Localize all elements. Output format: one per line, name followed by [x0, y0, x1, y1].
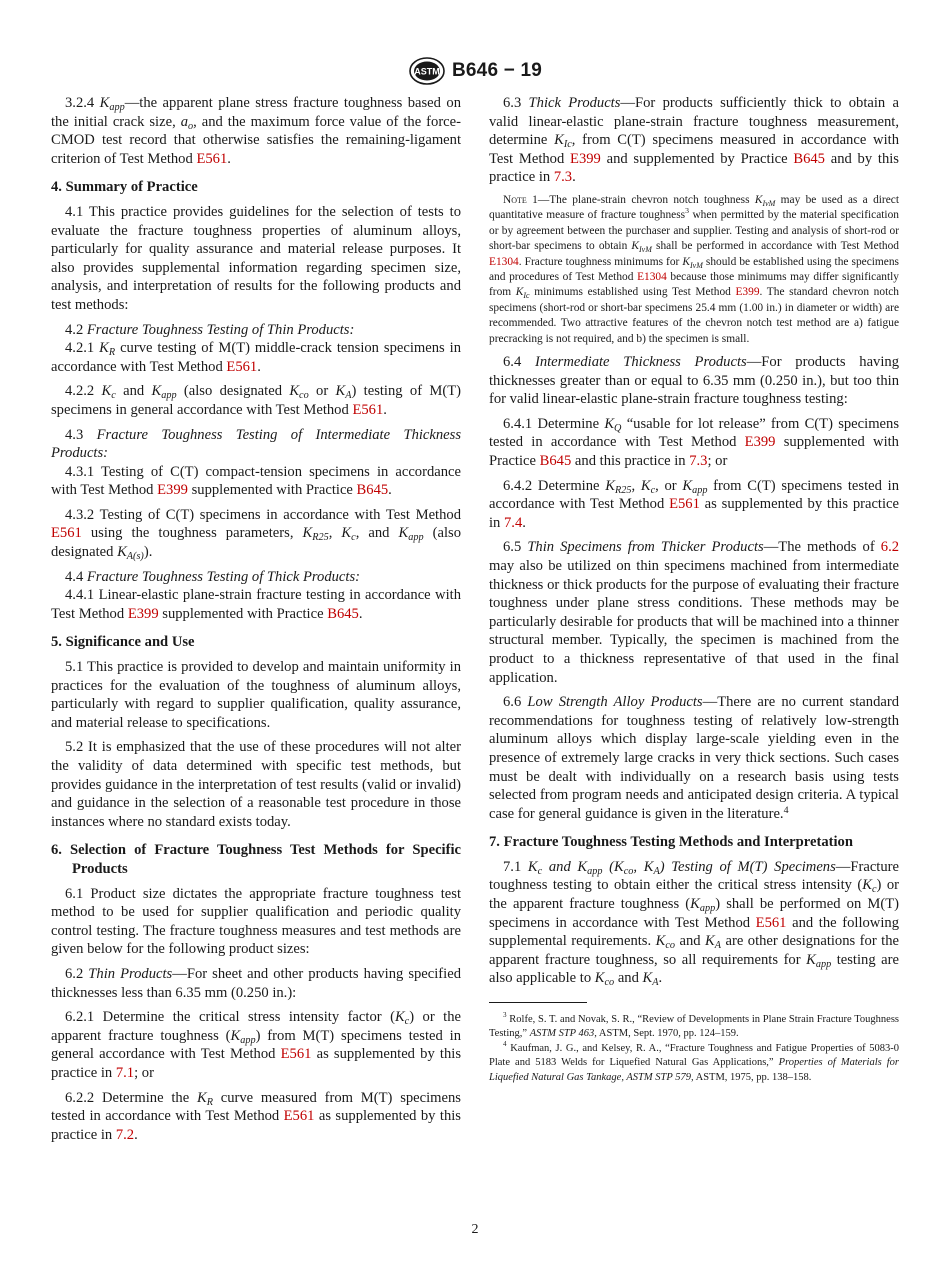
footnote-ref-3[interactable]: 3: [685, 206, 689, 216]
para-6-4-2: 6.4.2 Determine $K_{R25}$, $K_c$, or $K_{app}$ from C(T) specimens tested in accordance with Test Method E561 as supplemented by this practice in 7.4.: [489, 477, 900, 531]
para-6-6: 6.6 Low Strength Alloy Products—There are no current standard recommendations for toughness testing of relatively low-strength aluminum alloys which display large-scale yielding even in the presence of extremely large cracks in very thick sections. Such cases must be dealt with individually on a research basis using tests selected from program needs and anticipated design criteria. A typical case for general guidance is given in the literature.$^4$: [489, 694, 900, 822]
page-number: 2: [471, 1222, 479, 1237]
section-6-heading: 6. Selection of Fracture Toughness Test Methods for Specific Products: [51, 842, 461, 877]
svg-text:ASTM: ASTM: [414, 66, 440, 77]
section-5-heading: 5. Significance and Use: [51, 634, 195, 651]
link-section-7-2[interactable]: 7.2: [115, 1126, 135, 1143]
para-5-1: 5.1 This practice is provided to develop and maintain uniformity in practices for the evaluation of the toughness of aluminum alloys, particularly with regard to supplier qualification, quality assurance, and material release to specifications.: [51, 659, 461, 731]
section-4-heading: 4. Summary of Practice: [51, 179, 198, 196]
link-e561[interactable]: E561: [283, 1108, 315, 1125]
link-b645[interactable]: B645: [356, 482, 389, 499]
link-b645[interactable]: B645: [327, 605, 359, 622]
section-7-heading: 7. Fracture Toughness Testing Methods and Interpretation: [489, 834, 853, 851]
para-4-3-1: 4.3.1 Testing of C(T) compact-tension specimens in accordance with Test Method E399 supplemented with Practice B645.: [51, 463, 461, 499]
para-7-1: 7.1 $K_c$ and $K_{app}$ ($K_{co}$, $K_A$) Testing of M(T) Specimens—Fracture toughness testing to obtain either the critical stress intensity $(K_c)$ or the apparent fracture toughness $(K_{app})$ shall be performed on M(T) specimens in accordance with Test Method E561 and the following supplemental requirements. $K_{co}$ and $K_A$ are other designations for the apparent fracture toughness, so all requirements for $K_{app}$ testing are also applicable to $K_{co}$ and $K_A$.: [489, 858, 899, 989]
link-section-7-4[interactable]: 7.4: [504, 514, 523, 531]
para-4-2-2: 4.2.2 $K_c$ and $K_{app}$ (also designated $K_{co}$ or $K_A$) testing of M(T) specimens in general accordance with Test Method E561.: [51, 383, 461, 418]
link-e561[interactable]: E561: [755, 914, 787, 931]
page-header: [0, 56, 950, 86]
link-e561[interactable]: E561: [352, 401, 384, 418]
link-e561[interactable]: E561: [51, 525, 82, 542]
left-column: [51, 94, 461, 1150]
link-section-7-1[interactable]: 7.1: [115, 1064, 135, 1081]
link-b645[interactable]: B645: [793, 150, 825, 167]
para-4-4: 4.4 Fracture Toughness Testing of Thick Products:: [65, 568, 360, 585]
para-6-2-1: 6.2.1 Determine the critical stress intensity factor $(K_c)$ or the apparent fracture toughness $(K_{app})$ from M(T) specimens tested in general accordance with Test Method E561 as supplemented by this practice in 7.1; or: [51, 1009, 462, 1081]
link-section-7-3[interactable]: 7.3: [689, 453, 708, 469]
link-e561[interactable]: E561: [196, 150, 228, 167]
para-6-5: 6.5 Thin Specimens from Thicker Products—The methods of 6.2 may also be utilized on thin specimens machined from intermediate thickness or thick products for the purpose of evaluating their fracture toughness under plane stress conditions. These methods may be particularly desirable for products that will be machined into a thinner structural member. Typically, the specimen is machined from the product to a thickness representative of that used in the final application.: [489, 539, 900, 686]
para-3-2-4: 3.2.4 $K_{app}—the$ apparent plane stress fracture toughness based on the initial crack size, $a_o$, and the maximum force value of the force-CMOD test record that otherwise satisfies the remaining-ligament criterion of Test Method E561.: [51, 95, 462, 167]
note-1: Note 1—The plane-strain chevron notch toughness $K_{IvM}$ may be used as a direct quantitative measure of fracture toughness$^3$ when permitted by the material specification or by agreement between the purchaser and supplier. Testing and analysis of short-rod or short-bar specimens to obtain $K_{IvM}$ shall be performed in accordance with Test Method E1304. Fracture toughness minimums for $K_{IvM}$ should be established using the specimens and procedures of Test Method E1304 because those minimums may differ significantly from $K_{Ic}$ minimums established using Test Method E399. The standard chevron notch specimens (short-rod or short-bar specimens 25.4 mm (1.00 in.) in diameter or width) are recommended. Two attractive features of the chevron notch test method are a) fatigue precracking is not required, and b) the specimen is small.: [489, 193, 900, 345]
para-4-1: 4.1 This practice provides guidelines for the selection of tests to evaluate the fracture toughness properties of aluminum alloys, particularly for quality assurance and material release purposes. It also provides supplemental information regarding specimen size, analysis, and interpretation of results for the following products and test methods:: [51, 203, 461, 313]
link-e399[interactable]: E399: [127, 605, 159, 622]
standard-designation: B646 − 19: [451, 60, 542, 81]
para-4-3: 4.3 Fracture Toughness Testing of Intermediate Thickness Products:: [51, 426, 462, 462]
right-column: [489, 94, 899, 1085]
footnote-3: $^3$ Rolfe, S. T. and Novak, S. R., “Review of Developments in Plane Strain Fracture Toughness Testing,” ASTM STP 463, ASTM, Sept. 1970, pp. 124–159.: [489, 1011, 899, 1040]
link-e1304[interactable]: E1304: [489, 255, 519, 268]
link-e399[interactable]: E399: [570, 150, 601, 167]
link-e399[interactable]: E399: [157, 482, 188, 499]
link-e561[interactable]: E561: [280, 1046, 312, 1063]
link-e1304[interactable]: E1304: [637, 271, 667, 283]
para-4-4-1: 4.4.1 Linear-elastic plane-strain fracture testing in accordance with Test Method E399 supplemented with Practice B645.: [51, 587, 461, 622]
footnote-divider: [489, 1002, 587, 1003]
link-section-6-2[interactable]: 6.2: [880, 539, 900, 556]
astm-logo-icon: [408, 56, 446, 86]
para-6-2: 6.2 Thin Products—For sheet and other products having specified thicknesses less than 6.35 mm (0.250 in.):: [51, 965, 461, 1001]
link-e561[interactable]: E561: [226, 358, 258, 375]
link-b645[interactable]: B645: [539, 453, 572, 469]
para-6-1: 6.1 Product size dictates the appropriate fracture toughness test method to be used for supplier qualification and periodic quality control testing. The fracture toughness measures and test methods are given below for the following product sizes:: [51, 885, 461, 958]
para-6-4: 6.4 Intermediate Thickness Products—For products having thicknesses greater than or equal to 6.35 mm (0.250 in.), but too thin for valid linear-elastic plane-strain fracture toughness testing:: [489, 354, 899, 408]
link-e399[interactable]: E399: [735, 286, 760, 299]
para-6-3: 6.3 Thick Products—For products sufficiently thick to obtain a valid linear-elastic plane-strain fracture toughness measurement, determine $K_{Ic}$, from C(T) specimens measured in accordance with Test Method E399 and supplemented by Practice B645 and by this practice in 7.3.: [489, 95, 900, 186]
para-5-2: 5.2 It is emphasized that the use of these procedures will not alter the validity of data determined with specific test methods, but provides guidance in the interpretation of test results (valid or invalid) and guidance in the selection of a reasonable test procedure in those instances where no standard exists today.: [51, 739, 461, 830]
para-6-4-1: 6.4.1 Determine $K_Q$ “usable for lot release” from C(T) specimens tested in accordance with Test Method E399 supplemented with Practice B645 and this practice in 7.3; or: [489, 415, 899, 469]
footnote-ref-4[interactable]: 4: [783, 804, 789, 816]
para-4-2-1: 4.2.1 $K_R$ curve testing of M(T) middle-crack tension specimens in accordance with Test Method E561.: [51, 340, 462, 375]
link-e561[interactable]: E561: [669, 496, 700, 513]
para-4-2: 4.2 Fracture Toughness Testing of Thin Products:: [65, 321, 355, 338]
para-6-2-2: 6.2.2 Determine the $K_R$ curve measured from M(T) specimens tested in accordance with Test Method E561 as supplemented by this practice in 7.2.: [51, 1089, 461, 1143]
footnote-4: $^4$ Kaufman, J. G., and Kelsey, R. A., “Fracture Toughness and Fatigue Properties of 5083-0 Plate and 5183 Welds for Liquefied Natural Gas Applications,” Properties of Materials for Liquefied Natural Gas Tankage, ASTM STP 579, ASTM, 1975, pp. 138–158.: [489, 1039, 899, 1083]
link-section-7-3[interactable]: 7.3: [553, 169, 573, 186]
para-4-3-2: 4.3.2 Testing of C(T) specimens in accordance with Test Method E561 using the toughness parameters, $K_{R25}$, $K_c$, and $K_{app}$ (also designated $K_{A(s)}$).: [51, 506, 461, 563]
link-e399[interactable]: E399: [744, 434, 776, 451]
